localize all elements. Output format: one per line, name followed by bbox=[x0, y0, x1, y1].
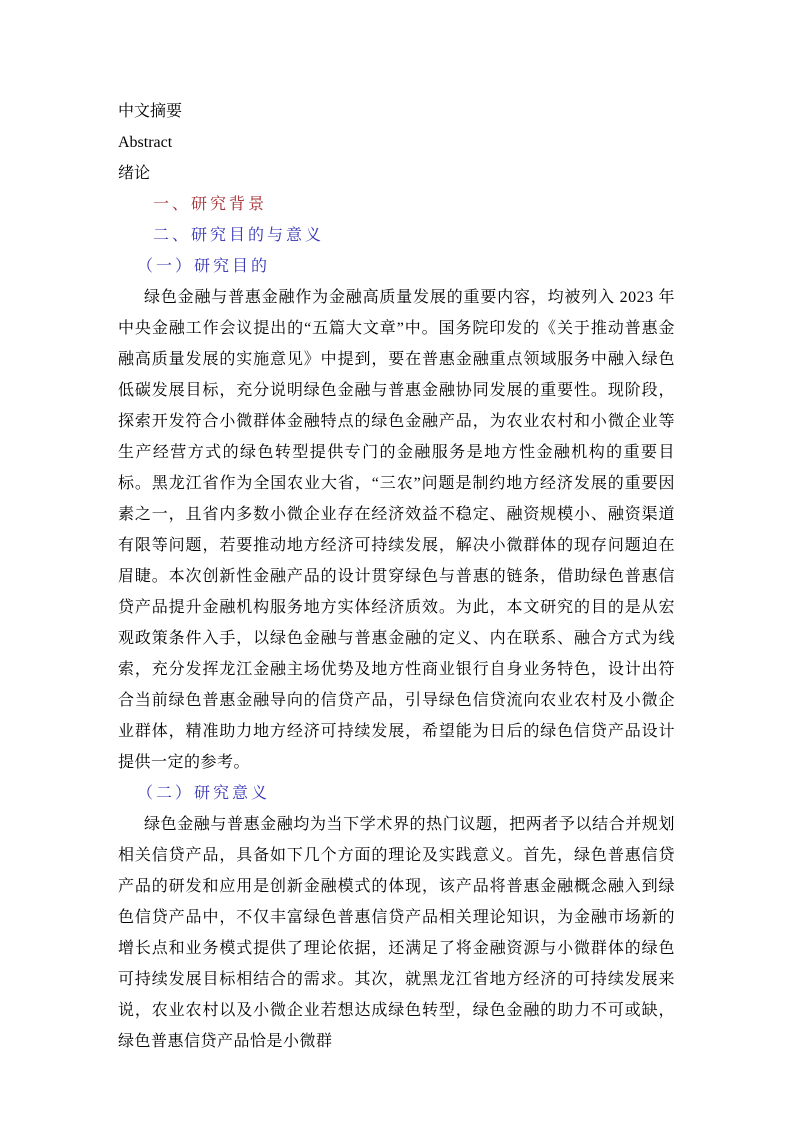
heading-research-background: 一、研究背景 bbox=[153, 196, 268, 213]
front-matter-abstract-cn: 中文摘要 bbox=[118, 103, 183, 120]
front-matter-introduction: 绪论 bbox=[118, 165, 151, 182]
subheading-research-purpose: （一）研究目的 bbox=[137, 258, 271, 275]
front-matter-abstract-en: Abstract bbox=[118, 134, 173, 151]
paragraph-research-purpose: 绿色金融与普惠金融作为金融高质量发展的重要内容，均被列入 2023 年中央金融工作会议提出的“五篇大文章”中。国务院印发的《关于推动普惠金融高质量发展的实施意见》中提到，要在普惠金融重点领域服务中融入绿色低碳发展目标，充分说明绿色金融与普惠金融协同发展的重要性。现阶段，探索开发符合小微群体金融特点的绿色金融产品，为农业农村和小微企业等生产经营方式的绿色转型提供专门的金融服务是地方性金融机构的重要目标。黑龙江省作为全国农业大省，“三农”问题是制约地方经济发展的重要因素之一，且省内多数小微企业存在经济效益不稳定、融资规模小、融资渠道有限等问题，若要推动地方经济可持续发展，解决小微群体的现存问题迫在眉睫。本次创新性金融产品的设计贯穿绿色与普惠的链条，借助绿色普惠信贷产品提升金融机构服务地方实体经济质效。为此，本文研究的目的是从宏观政策条件入手，以绿色金融与普惠金融的定义、内在联系、融合方式为线索，充分发挥龙江金融主场优势及地方性商业银行自身业务特色，设计出符合当前绿色普惠金融导向的信贷产品，引导绿色信贷流向农业农村及小微企业群体，精准助力地方经济可持续发展，希望能为日后的绿色信贷产品设计提供一定的参考。 bbox=[118, 289, 675, 771]
heading-research-purpose-and-significance: 二、研究目的与意义 bbox=[153, 227, 325, 244]
paragraph-research-significance: 绿色金融与普惠金融均为当下学术界的热门议题，把两者予以结合并规划相关信贷产品，具备如下几个方面的理论及实践意义。首先，绿色普惠信贷产品的研发和应用是创新金融模式的体现，该产品将普惠金融概念融入到绿色信贷产品中，不仅丰富绿色普惠信贷产品相关理论知识，为金融市场新的增长点和业务模式提供了理论依据，还满足了将金融资源与小微群体的绿色可持续发展目标相结合的需求。其次，就黑龙江省地方经济的可持续发展来说，农业农村以及小微企业若想达成绿色转型，绿色金融的助力不可或缺，绿色普惠信贷产品恰是小微群 bbox=[118, 816, 675, 1050]
subheading-research-significance: （二）研究意义 bbox=[137, 785, 271, 802]
